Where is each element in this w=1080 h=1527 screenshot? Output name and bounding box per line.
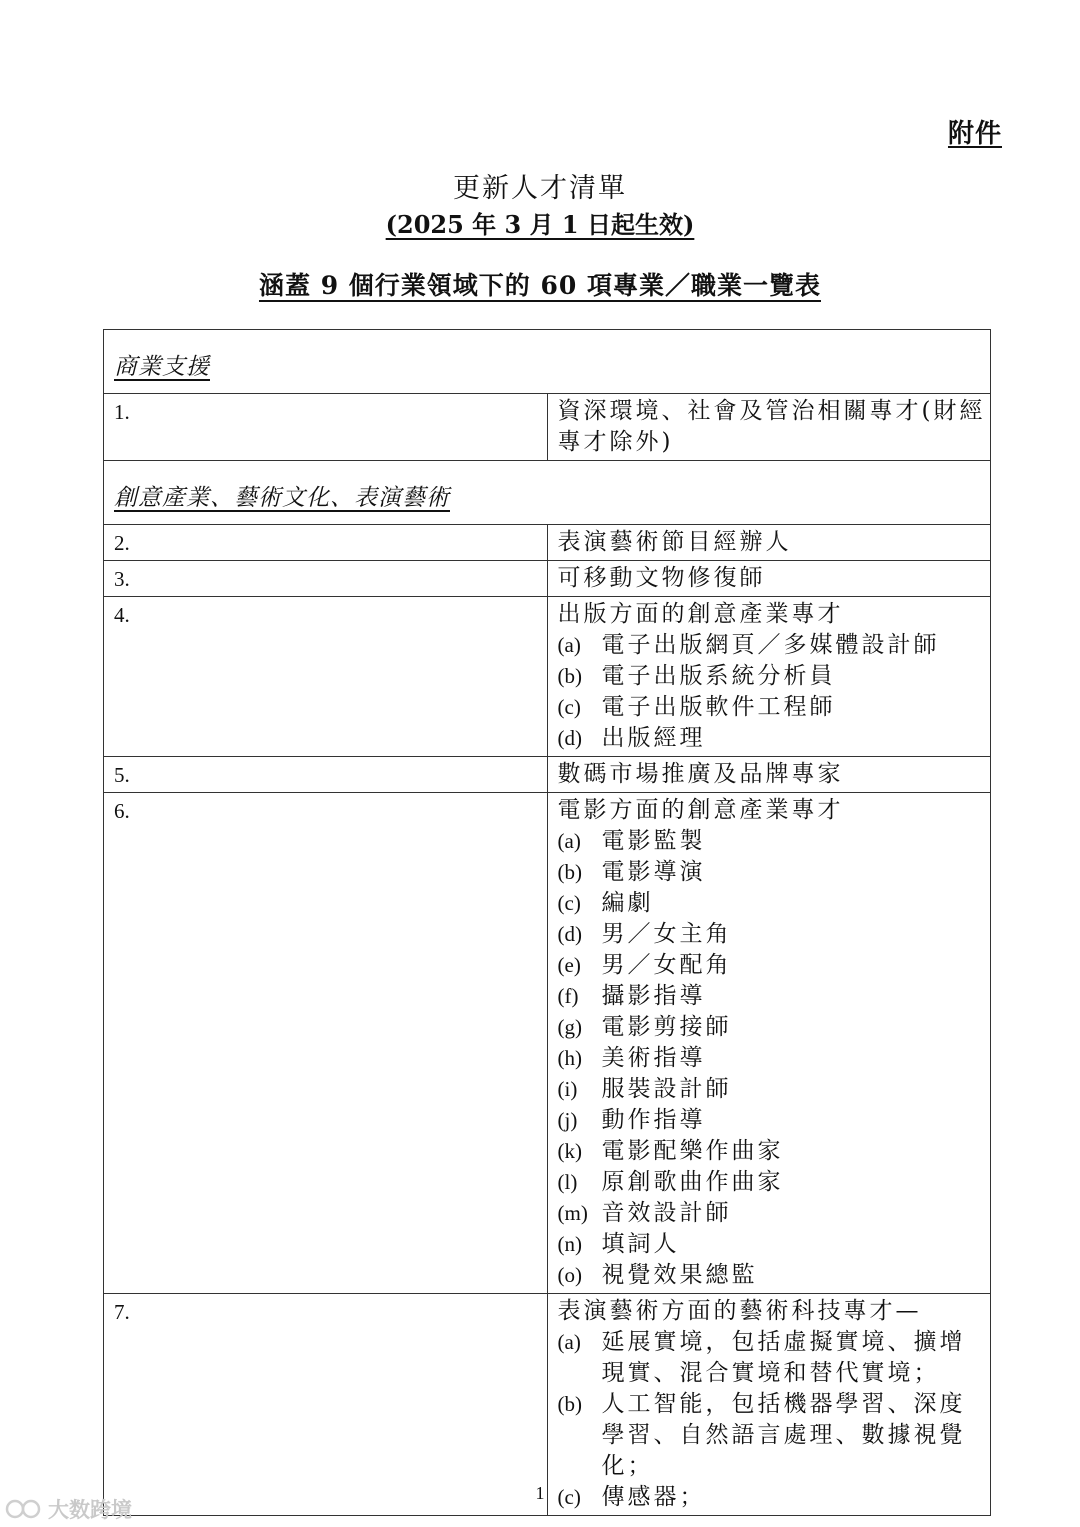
row-number: 6. bbox=[104, 793, 548, 1294]
sub-item-label: (c) bbox=[557, 891, 581, 915]
sub-item-label: (b) bbox=[557, 860, 582, 884]
sub-item-label: (d) bbox=[557, 922, 582, 946]
sub-item-text: 攝影指導 bbox=[601, 983, 706, 1009]
talent-list-table bbox=[103, 329, 991, 1516]
sub-item bbox=[558, 1260, 987, 1291]
sub-item bbox=[558, 692, 987, 723]
sub-item bbox=[558, 919, 987, 950]
row-title: 表演藝術方面的藝術科技專才— bbox=[557, 1298, 922, 1324]
sub-item-label: (a) bbox=[557, 633, 581, 657]
sub-item-label: (k) bbox=[557, 1139, 582, 1163]
sub-item-text: 音效設計師 bbox=[601, 1200, 732, 1226]
sub-item-text: 美術指導 bbox=[601, 1045, 706, 1071]
category-business-support: 商業支援 bbox=[114, 354, 210, 380]
sub-item-text: 傳感器； bbox=[601, 1484, 706, 1510]
sub-item bbox=[558, 1327, 987, 1389]
row-number: 4. bbox=[104, 597, 548, 757]
sub-item-label: (o) bbox=[557, 1263, 582, 1287]
category-row bbox=[104, 461, 991, 525]
sub-item-label: (h) bbox=[557, 1046, 582, 1070]
category-creative-arts: 創意產業、藝術文化、表演藝術 bbox=[114, 485, 450, 511]
sub-item bbox=[558, 1043, 987, 1074]
watermark-logo-icon bbox=[4, 1498, 44, 1520]
effective-date: (2025 年 3 月 1 日起生效) bbox=[385, 210, 695, 239]
sub-item-text: 電子出版系統分析員 bbox=[601, 663, 836, 689]
sub-item-label: (a) bbox=[557, 829, 581, 853]
row-title: 數碼市場推廣及品牌專家 bbox=[557, 761, 844, 787]
sub-item-text: 電影配樂作曲家 bbox=[601, 1138, 784, 1164]
sub-item-text: 服裝設計師 bbox=[601, 1076, 732, 1102]
sub-item-text: 電子出版軟件工程師 bbox=[601, 694, 836, 720]
table-row bbox=[104, 597, 991, 757]
sub-item-text: 男／女配角 bbox=[601, 952, 732, 978]
sub-item-label: (c) bbox=[557, 695, 581, 719]
sub-item-text: 電子出版網頁／多媒體設計師 bbox=[601, 632, 940, 658]
row-title: 可移動文物修復師 bbox=[557, 565, 766, 591]
sub-item-text: 電影剪接師 bbox=[601, 1014, 732, 1040]
sub-item bbox=[558, 630, 987, 661]
sub-item-label: (i) bbox=[557, 1077, 578, 1101]
page-number: 1 bbox=[535, 1483, 545, 1503]
sub-item bbox=[558, 1136, 987, 1167]
sub-item bbox=[558, 1105, 987, 1136]
sub-item bbox=[558, 1012, 987, 1043]
watermark bbox=[4, 1494, 132, 1524]
table-row bbox=[104, 394, 991, 461]
sub-item-label: (b) bbox=[557, 664, 582, 688]
sub-item bbox=[558, 857, 987, 888]
row-number: 5. bbox=[104, 757, 548, 793]
sub-item bbox=[558, 1167, 987, 1198]
sub-item bbox=[558, 1074, 987, 1105]
page-title: 更新人才清單 bbox=[453, 173, 627, 204]
sub-item-text: 電影監製 bbox=[601, 828, 706, 854]
sub-item bbox=[558, 1229, 987, 1260]
sub-item-text: 延展實境，包括虛擬實境、擴增現實、混合實境和替代實境； bbox=[601, 1329, 966, 1386]
sub-item-text: 填詞人 bbox=[601, 1231, 680, 1257]
sub-item bbox=[558, 826, 987, 857]
sub-item-text: 出版經理 bbox=[601, 725, 706, 751]
sub-item bbox=[558, 888, 987, 919]
category-row bbox=[104, 330, 991, 394]
table-row bbox=[104, 561, 991, 597]
page-subtitle: 涵蓋 9 個行業領域下的 60 項專業／職業一覽表 bbox=[258, 271, 821, 300]
sub-item-label: (b) bbox=[557, 1392, 582, 1416]
sub-item-label: (c) bbox=[557, 1485, 581, 1509]
sub-item-label: (f) bbox=[557, 984, 579, 1008]
sub-item bbox=[558, 723, 987, 754]
sub-item bbox=[558, 981, 987, 1012]
table-row bbox=[104, 757, 991, 793]
row-title: 表演藝術節目經辦人 bbox=[557, 529, 792, 555]
sub-item bbox=[558, 950, 987, 981]
row-number: 2. bbox=[104, 525, 548, 561]
sub-item-label: (l) bbox=[557, 1170, 578, 1194]
table-row bbox=[104, 793, 991, 1294]
sub-item-label: (e) bbox=[557, 953, 581, 977]
sub-item-text: 男／女主角 bbox=[601, 921, 732, 947]
row-number: 3. bbox=[104, 561, 548, 597]
annex-label: 附件 bbox=[947, 119, 1002, 149]
watermark-text: 大数跨境 bbox=[48, 1498, 132, 1522]
sub-item-label: (d) bbox=[557, 726, 582, 750]
row-number: 7. bbox=[104, 1294, 548, 1516]
sub-item-text: 動作指導 bbox=[601, 1107, 706, 1133]
sub-item-text: 電影導演 bbox=[601, 859, 706, 885]
sub-item-label: (j) bbox=[557, 1108, 578, 1132]
sub-item-text: 人工智能，包括機器學習、深度學習、自然語言處理、數據視覺化； bbox=[601, 1391, 966, 1479]
sub-item-text: 原創歌曲作曲家 bbox=[601, 1169, 784, 1195]
row-number: 1. bbox=[104, 394, 548, 461]
sub-item-label: (g) bbox=[557, 1015, 582, 1039]
sub-item bbox=[558, 661, 987, 692]
sub-item-text: 視覺效果總監 bbox=[601, 1262, 758, 1288]
sub-item bbox=[558, 1198, 987, 1229]
sub-item-label: (a) bbox=[557, 1330, 581, 1354]
sub-item-label: (m) bbox=[557, 1201, 588, 1225]
row-title: 電影方面的創意產業專才 bbox=[557, 797, 844, 823]
sub-item-text: 編劇 bbox=[601, 890, 654, 916]
sub-item-label: (n) bbox=[557, 1232, 582, 1256]
table-row bbox=[104, 525, 991, 561]
row-title: 出版方面的創意產業專才 bbox=[557, 601, 844, 627]
row-title: 資深環境、社會及管治相關專才(財經專才除外) bbox=[557, 398, 986, 455]
sub-item bbox=[558, 1389, 987, 1482]
